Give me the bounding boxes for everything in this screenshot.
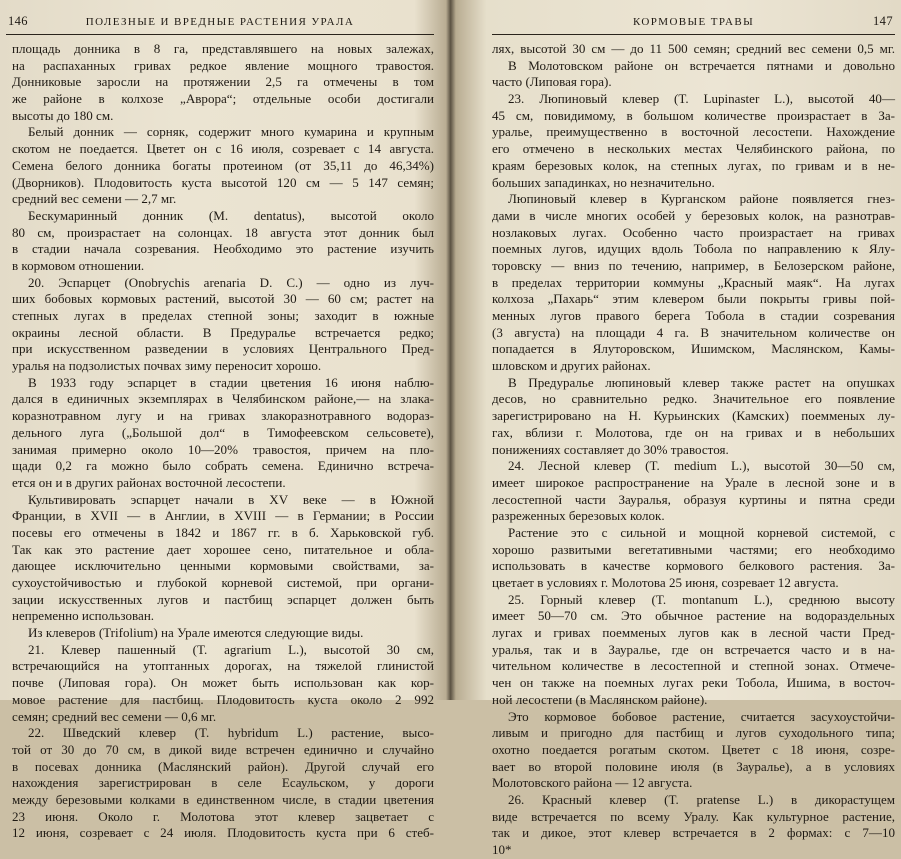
text-line: дельного луга („Большой дол“ в Тимофеевском сельсовете), [12, 424, 434, 440]
text-line: охотно поедается рогатым скотом. Цветет с 18 июня, созре- [492, 741, 895, 757]
text-line: чен он также на поемных лугах реки Тобола, Ишима, в восточ- [492, 675, 895, 691]
left-page [0, 0, 448, 841]
text-line: В Предуралье люпиновый клевер также растет на опушках [508, 374, 895, 390]
text-line: щади 0,2 га можно было собрать семена. Единично встреча- [12, 458, 434, 474]
text-line: мовое растение для пастбищ. Плодовитость куста около 2 992 [12, 691, 434, 707]
text-line: его отмечено в нескольких местах Челябинского района, по [492, 141, 895, 157]
text-line: 22. Шведский клевер (T. hybridum L.) растение, высо- [28, 725, 434, 741]
text-line: семян; средний вес семени — 0,6 мг. [12, 708, 217, 724]
text-line: дался в единичных экземплярах в Челябинском районе,— на злака- [12, 391, 434, 407]
text-line: при искусственном разведении в условиях Центрального Пред- [12, 341, 434, 357]
text-line: посевы его отмечены в 1842 и 1867 гг. в б. Харьковской губ. [12, 524, 434, 540]
text-line: Так как это растение дает хорошее сено, питательное и обла- [12, 541, 434, 557]
text-line: В 1933 году эспарцет в стадии цветения 16 июня наблю- [28, 374, 434, 390]
text-line: Семена белого донника богаты протеином (от 35,11 до 46,34%) [12, 157, 434, 173]
text-line: шловском и других районах. [492, 358, 651, 374]
text-line: В Молотовском районе он встречается пятнами и довольно [508, 57, 895, 73]
text-line: окраины лесной области. В Предуралье встречается редко; [12, 324, 434, 340]
text-line: имеет 50—70 см. Это обычное растение на водораздельных [492, 608, 895, 624]
text-line: виде встречается по всему Уралу. Как культурное растение, [492, 808, 895, 824]
text-line: в пределах территории коммуны „Красный маяк“. На лугах [492, 274, 895, 290]
text-line: непременно использован. [12, 608, 155, 624]
text-line: коразнотравном лугу и на гривах злакоразнотравного водораз- [12, 408, 434, 424]
text-line: встречающийся на утоптанных дорогах, на тяжелой глинистой [12, 658, 434, 674]
text-line: уралья на подзолистых почвах зиму переносит хорошо. [12, 358, 322, 374]
text-line: (Дворников). Плодовитость куста высотой 120 см — 5 147 семян; [12, 174, 434, 190]
text-line: разреженных березовых колок. [492, 508, 665, 524]
text-line: хорошо развитыми вегетативными частями; его необходимо [492, 541, 895, 557]
text-line: Из клеверов (Trifolium) на Урале имеются следующие виды. [28, 625, 364, 641]
text-line: той от 30 до 70 см, в дикой виде встречен единично и случайно [12, 741, 434, 757]
text-line: зарегистрировано на Н. Курьинских (Камских) поемменых лу- [492, 408, 895, 424]
text-line: 80 см, произрастает на солонцах. 18 августа этот донник был [12, 224, 434, 240]
text-line: дающее исключительно ценными кормовыми свойствами, за- [12, 558, 434, 574]
running-title: ПОЛЕЗНЫЕ И ВРЕДНЫЕ РАСТЕНИЯ УРАЛА [85, 16, 355, 28]
text-line: Франции, в XVII — в Англии, в XVIII — в Германии; в России [12, 508, 434, 524]
text-line: поемных лугов, идущих вдоль Тобола по направлению к Ялу- [492, 241, 895, 257]
text-line: сухоустойчивостью и глубокой корневой системой, при органи- [12, 575, 434, 590]
text-line: гах, вблизи г. Молотова, где он на гривах и в небольших [492, 424, 895, 440]
text-line: занимая примерно около 10—20% травостоя, причем на пло- [12, 441, 434, 457]
text-line: 23. Люпиновый клевер (T. Lupinaster L.), высотой 40— [508, 91, 895, 107]
text-line: десов, но сравнительно редко. Значительное его появление [492, 391, 895, 407]
text-line: высоты до 180 см. [12, 107, 114, 123]
text-line: понижениях составляет до 30% травостоя. [492, 441, 729, 457]
text-line: в кормовом отношении. [12, 257, 145, 273]
text-line: ших бобовых кормовых растений, высотой 30 — 60 см; растет на [12, 291, 434, 307]
text-line: лесостепной части Зауралья, образуя куртины и пятна среди [492, 491, 895, 507]
text-line: 25. Горный клевер (T. montanum L.), среднюю высоту [508, 591, 895, 607]
text-line: ной лесостепи (в Маслянском районе). [492, 691, 708, 707]
text-line: нахождения зарегистрирован в селе Есаульском, у дороги [12, 775, 434, 791]
text-line: попадается в Ялуторовском, Ишимском, Маслянском, Камы- [492, 341, 895, 357]
text-line: имеет широкое распространение на Урале в лесной зоне и в [492, 474, 895, 490]
text-line: 24. Лесной клевер (T. medium L.), высотой 30—50 см, [508, 458, 895, 474]
text-line: ливым и пригодно для пастбищ и лугов суходольного типа; [492, 725, 895, 741]
text-line: степных лугах в пределах степной зоны; заходит в южные [12, 308, 434, 323]
text-line: краям березовых колок, на степных лугах, по гривам и в не- [492, 157, 895, 173]
text-line: площадь донника в 8 га, представлявшего на новых залежах, [12, 41, 434, 56]
text-line: чительном количестве в лесостепной и степной зонах. Отмече- [492, 658, 895, 674]
text-line: уралья, так и в Зауралье, где он встречается часто и в на- [492, 641, 895, 657]
text-line: средний вес семени — 2,7 мг. [12, 191, 177, 207]
text-line: Бескумаринный донник (M. dentatus), высотой около [28, 207, 434, 223]
right-page-header [492, 14, 895, 35]
text-line: Растение это с сильной и мощной корневой системой, с [508, 524, 895, 540]
text-line: лях, высотой 30 см — до 11 500 семян; средний вес семени 0,5 мг. [492, 41, 895, 56]
text-line: 20. Эспарцет (Onobrychis arenaria D. C.) — одно из луч- [28, 274, 434, 290]
text-line: зации искусственных лугов и пастбищ эспарцет должен быть [12, 591, 434, 607]
text-line: ется он и в других районах восточной лесостепи. [12, 474, 286, 490]
text-line: в стадии начала созревания. Необходимо это растение изучить [12, 241, 434, 257]
text-line: 26. Красный клевер (T. pratense L.) в дикорастущем [508, 791, 895, 807]
right-page [456, 0, 901, 857]
text-line: уралье, преимущественно в восточной лесостепи. Нахождение [492, 124, 895, 140]
text-line: больших западинках, но незначительно. [492, 174, 715, 190]
running-title: КОРМОВЫЕ ТРАВЫ [632, 16, 755, 28]
text-line: (3 августа) на площади 4 га. В значительном количестве он [492, 324, 895, 340]
text-line: Молотовского района — 12 августа. [492, 775, 693, 791]
text-line: цветает в условиях г. Молотова 25 июня, созревает 12 августа. [492, 575, 839, 590]
text-line: 12 июня, созревает с 24 июля. Плодовитость куста при 6 стеб- [12, 825, 434, 841]
text-line: нозлаковых лугах. Особенно часто произрастает на гривах [492, 224, 895, 240]
text-line: в посевах донника (Маслянский район). Другой случай его [12, 758, 434, 774]
text-line: колхоза „Пахарь“ этим клевером были покрыты гривы пой- [492, 291, 895, 307]
left-page-text [6, 41, 434, 842]
text-line: на распаханных гривах редкое явление мощного травостоя. [12, 57, 434, 73]
text-line: между березовыми колками в единственном числе, в стадии цветения [12, 791, 434, 807]
text-line: почве (Липовая гора). Он может быть использован как кор- [12, 675, 434, 691]
text-line: лугах и гривах поемменых лугов как в лесной части Пред- [492, 625, 895, 641]
text-line: Это кормовое бобовое растение, считается засухоустойчи- [508, 708, 895, 724]
left-page-header [6, 14, 434, 35]
text-line: торовску — вниз по течению, например, в Белозерском районе, [492, 257, 895, 273]
page-number: 146 [8, 14, 28, 28]
text-line: 10* [492, 842, 512, 857]
text-line: Люпиновый клевер в Курганском районе появляется гнез- [508, 191, 895, 207]
text-line: менных лугов правого берега Тобола в стадии созревания [492, 308, 895, 323]
right-page-text [492, 41, 895, 859]
text-line: Культивировать эспарцет начали в XV веке — в Южной [28, 491, 434, 507]
page-number: 147 [873, 14, 893, 28]
text-line: 45 см, повидимому, в большом количестве произрастает в За- [492, 107, 895, 123]
text-line: скотом не поедается. Цветет он с 16 июля, созревает с 14 августа. [12, 141, 434, 157]
text-line: же районе в колхозе „Аврора“; отдельные особи достигали [12, 91, 434, 107]
text-line: Белый донник — сорняк, содержит много кумарина и крупным [28, 124, 434, 140]
text-line: дами в числе многих особей у березовых колок, на разнотрав- [492, 207, 895, 223]
text-line: Донниковые заросли на протяжении 2,5 га отмечены в том [12, 74, 434, 90]
text-line: 21. Клевер пашенный (T. agrarium L.), высотой 30 см, [28, 641, 434, 657]
text-line: вает во второй половине июля (в Зауралье), а в условиях [492, 758, 895, 774]
text-line: 23 июня. Около г. Молотова этот клевер зацветает с [12, 808, 434, 824]
text-line: так и дикое, этот клевер встречается в 2 формах: с 7—10 [492, 825, 895, 841]
text-line: часто (Липовая гора). [492, 74, 612, 90]
text-line: использовать в качестве кормового белкового растения. За- [492, 558, 895, 574]
